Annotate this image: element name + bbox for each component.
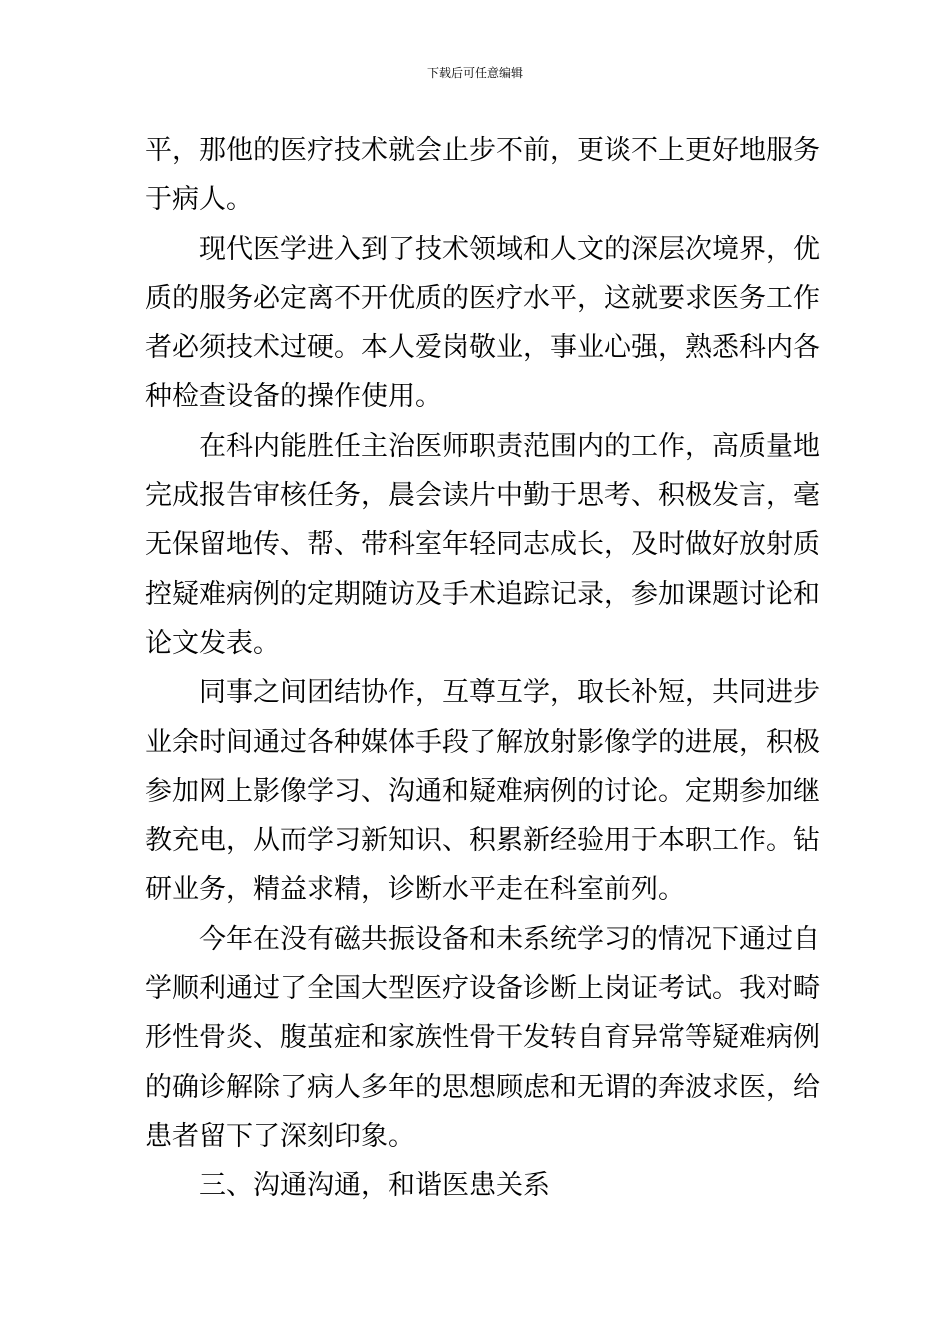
text-line: 教充电，从而学习新知识、积累新经验用于本职工作。钻 [145, 825, 820, 857]
text-line: 研业务，精益求精，诊断水平走在科室前列。 [145, 874, 685, 906]
text-line: 控疑难病例的定期随访及手术追踪记录，参加课题讨论和 [145, 578, 820, 610]
text-line: 论文发表。 [145, 627, 280, 659]
section-heading: 三、沟通沟通，和谐医患关系 [199, 1170, 550, 1202]
text-line: 形性骨炎、腹茧症和家族性骨干发转自育异常等疑难病例 [145, 1022, 820, 1054]
page-header: 下载后可任意编辑 [426, 66, 523, 80]
text-line: 完成报告审核任务，晨会读片中勤于思考、积极发言，毫 [145, 480, 820, 512]
text-line: 质的服务必定离不开优质的医疗水平，这就要求医务工作 [145, 282, 820, 314]
document-body [145, 126, 820, 1211]
text-line: 平，那他的医疗技术就会止步不前，更谈不上更好地服务 [145, 135, 820, 166]
paragraph-first-line: 现代医学进入到了技术领域和人文的深层次境界，优 [199, 233, 820, 265]
text-line: 业余时间通过各种媒体手段了解放射影像学的进展，积极 [145, 726, 820, 758]
text-line: 者必须技术过硬。本人爱岗敬业，事业心强，熟悉科内各 [145, 332, 820, 364]
text-line: 学顺利通过了全国大型医疗设备诊断上岗证考试。我对畸 [145, 973, 820, 1005]
text-line: 患者留下了深刻印象。 [145, 1120, 415, 1152]
text-line: 无保留地传、帮、带科室年轻同志成长，及时做好放射质 [145, 529, 820, 561]
text-line: 种检查设备的操作使用。 [145, 381, 442, 413]
paragraph-first-line: 今年在没有磁共振设备和未系统学习的情况下通过自 [199, 923, 820, 955]
paragraph-first-line: 同事之间团结协作，互尊互学，取长补短，共同进步 [199, 677, 820, 709]
text-line: 的确诊解除了病人多年的思想顾虑和无谓的奔波求医，给 [145, 1071, 820, 1103]
text-line: 参加网上影像学习、沟通和疑难病例的讨论。定期参加继 [145, 775, 820, 807]
paragraph-first-line: 在科内能胜任主治医师职责范围内的工作，高质量地 [199, 430, 820, 462]
text-line: 于病人。 [145, 184, 253, 216]
